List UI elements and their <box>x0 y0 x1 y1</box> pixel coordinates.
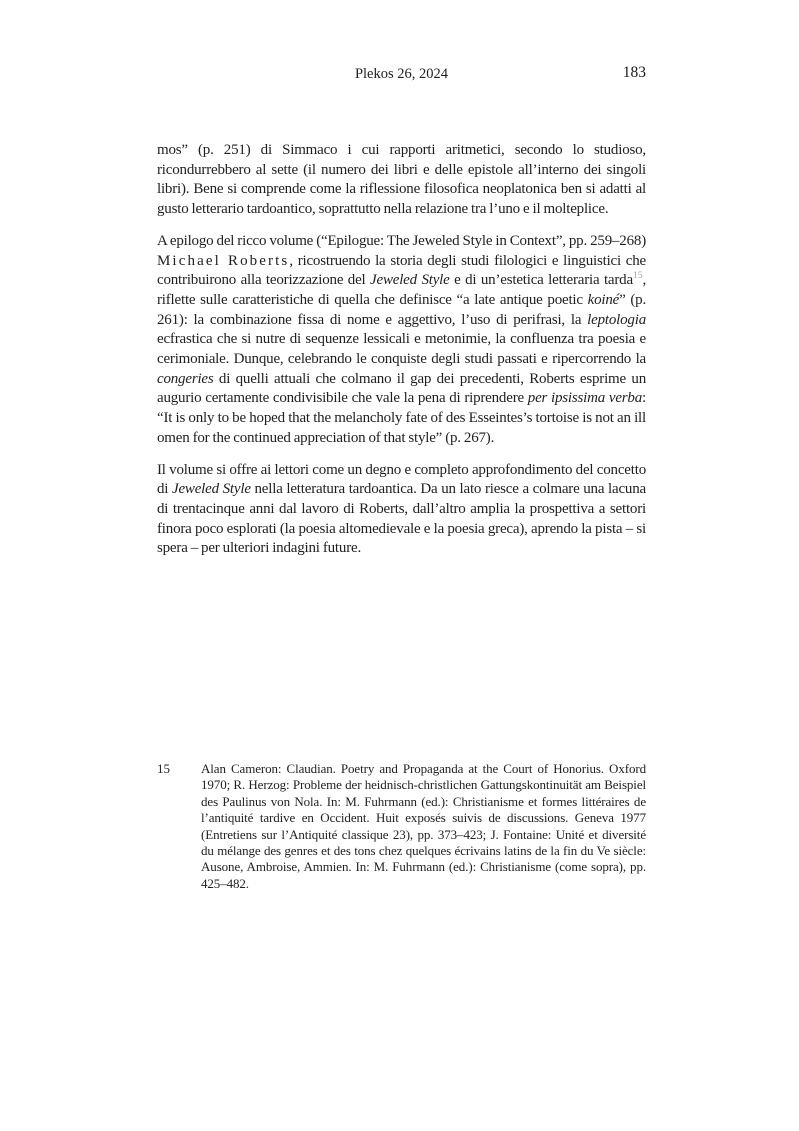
footnotes-section <box>157 761 646 892</box>
text-run: Jeweled Style <box>172 481 251 498</box>
text-run: koiné <box>587 291 620 308</box>
page-number: 183 <box>622 64 646 81</box>
body-text <box>157 141 646 571</box>
text-run: A epilogo del ricco volume (“Epilogue: The Jeweled Style in Context”, pp. 259–268) <box>157 232 646 249</box>
journal-title: Plekos 26, 2024 <box>354 66 449 82</box>
text-run: , ricostruendo la storia degli studi filologici e linguistici che contribuirono alla teorizzazione del <box>157 252 646 289</box>
text-run: Michael Roberts <box>157 252 290 269</box>
text-run: per ipsissima verba <box>527 390 643 407</box>
footnote-number: 15 <box>157 761 170 776</box>
text-run: Il volume si offre ai lettori come un degno e completo approfondimento del concetto di <box>157 461 646 498</box>
running-head <box>157 66 646 86</box>
text-run: ” (p. 261): la combinazione fissa di nome e aggettivo, l’uso di perifrasi, la <box>157 291 647 328</box>
text-run: ecfrastica che si nutre di sequenze lessicali e metonimie, la confluenza tra poesia e cerimoniale. Dunque, celebrando le conquiste degli studi passati e ripercorrendo la <box>157 331 646 368</box>
paragraph-2 <box>157 232 646 449</box>
text-run: : “It is only to be hoped that the melancholy fate of des Esseintes’s tortoise is not an ill omen for the continued appreciation of that style” (p. 267). <box>157 390 646 446</box>
text-run: , riflette sulle caratteristiche di quella che definisce “a late antique poetic <box>157 272 647 308</box>
text-run: di quelli attuali che colmano il gap dei precedenti, Roberts esprime un augurio certamente condivisibile che vale la pena di riprendere <box>157 370 646 407</box>
footnote-15 <box>157 761 646 892</box>
text-run: mos” (p. 251) di Simmaco i cui rapporti aritmetici, secondo lo studioso, ricondurrebbero al sette (il numero dei libri e delle epistole all’interno dei singoli libri). Bene si comprende come la riflessione filosofica neoplatonica ben si adatti al gusto letterario tardoantico, soprattutto nella relazione tra l’uno e il molteplice. <box>157 142 646 218</box>
paragraph-1 <box>157 141 646 220</box>
paragraph-3 <box>157 461 646 560</box>
text-run: congeries <box>157 370 214 387</box>
text-run: e di un’estetica letteraria tarda <box>449 272 633 289</box>
text-run: nella letteratura tardoantica. Da un lato riesce a colmare una lacuna di trentacinque anni dal lavoro di Roberts, dall’altro amplia la prospettiva a settori finora poco esplorati (la poesia altomedievale e la poesia greca), aprendo la pista – si spera – per ulteriori indagini future. <box>157 481 646 557</box>
text-run: Jeweled Style <box>370 272 450 289</box>
text-run: Alan Cameron: Claudian. Poetry and Propaganda at the Court of Honorius. Oxford 1970; R. Herzog: Probleme der heidnisch-christlichen Gattungskontinuität am Beispiel des Paulinus von Nola. In: M. Fuhrmann (ed.): Christianisme et formes littéraires de l’antiquité tardive en Occident. Huit exposés suivis de discussions. Geneva 1977 (Entretiens sur l’Antiquité classique 23), pp. 373–423; J. Fontaine: Unité et diversité du mélange des genres et des tons chez quelques écrivains latins de la fin du Ve siècle: Ausone, Ambroise, Ammien. In: M. Fuhrmann (ed.): Christianisme (come sopra), pp. 425–482. <box>201 761 646 891</box>
text-run: leptologia <box>587 311 646 328</box>
footnote-text <box>201 761 646 892</box>
footnote-ref-15[interactable]: 15 <box>632 271 643 282</box>
